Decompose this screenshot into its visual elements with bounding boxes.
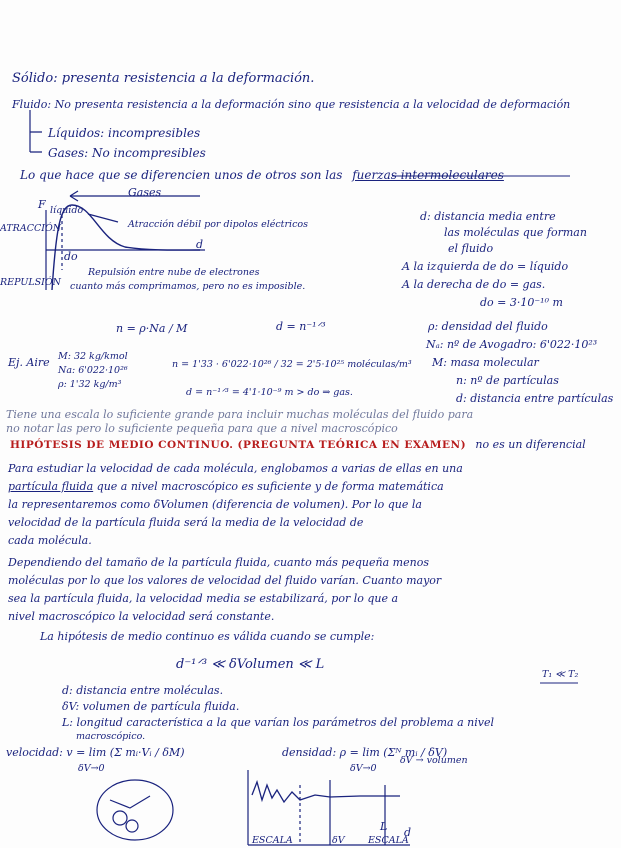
corner-note: T₁ ≪ T₂: [542, 669, 579, 680]
hipotesis-heading: [10, 438, 586, 452]
m-def: M: masa molecular: [432, 356, 539, 369]
na-def: Nₐ: nº de Avogadro: 6'022·10²³: [426, 338, 598, 351]
ej-label: Ej. Aire: [8, 356, 50, 369]
def-d1: d: distancia media entre: [420, 210, 556, 223]
gases-line: Gases: No incompresibles: [48, 146, 206, 160]
fuerzas-underlined: fuerzas intermoleculares: [352, 168, 504, 182]
plot-dv-label: δV: [332, 835, 345, 846]
graph-atraccion-label: ATRACCIÓN: [0, 223, 62, 234]
hipotesis-title: HIPÓTESIS DE MEDIO CONTINUO. (PREGUNTA TEÓRICA EN EXAMEN): [10, 439, 467, 451]
ej-rho: ρ: 1'32 kg/m³: [58, 379, 122, 390]
solido-line: Sólido: presenta resistencia a la deformación.: [12, 71, 315, 86]
cond-L: L: longitud característica a la que varían los parámetros del problema a nivel: [62, 716, 495, 729]
plot-L-label: L: [380, 820, 388, 833]
velocity-sub: δV→0: [78, 763, 105, 774]
cond-L2: macroscópico.: [76, 731, 146, 742]
graph-F-label: F: [38, 198, 46, 211]
plot-d-label: d: [404, 826, 412, 839]
left-do: A la izquierda de do = líquido: [402, 260, 569, 273]
p1-line-5: cada molécula.: [8, 534, 92, 547]
faint-line-1: Tiene una escala lo suficiente grande para incluir muchas moléculas del fluido para: [6, 408, 474, 421]
graph-liquido-label: líquido: [50, 205, 84, 216]
graph-gases-label: Gases: [128, 186, 162, 199]
p1-line-1: Para estudiar la velocidad de cada molécula, englobamos a varias de ellas en una: [8, 462, 463, 475]
p1-line-4: velocidad de la partícula fluida será la media de la velocidad de: [8, 516, 364, 529]
velocity-curve: [252, 782, 400, 802]
right-do: A la derecha de do = gas.: [402, 278, 546, 291]
formula-d: d = n⁻¹ᐟ³: [276, 320, 326, 333]
density-formula: densidad: ρ = lim (Σᴺ mᵢ / δV): [282, 746, 448, 759]
plot-escala-1: ESCALA: [252, 835, 293, 846]
ej-m: M: 32 kg/kmol: [58, 351, 128, 362]
velocity-formula: velocidad: v = lim (Σ mᵢ·Vᵢ / δM): [6, 746, 185, 759]
n-def: n: nº de partículas: [456, 374, 559, 387]
p1-line-3: la representaremos como δVolumen (diferencia de volumen). Por lo que la: [8, 498, 422, 511]
p1-line-2-rest: que a nivel macroscópico es suficiente y de forma matemática: [96, 480, 444, 493]
dist-def: d: distancia entre partículas: [456, 392, 614, 405]
graph-do-label: do: [64, 250, 78, 263]
density-sub: δV→0: [350, 763, 377, 774]
ej-n: n = 1'33 · 6'022·10²⁶ / 32 = 2'5·10²⁵ moléculas/m³: [172, 359, 412, 370]
ej-d: d = n⁻¹ᐟ³ = 4'1·10⁻⁹ m > do ⇒ gas.: [186, 387, 353, 398]
graph-repulsion-label: REPULSIÓN: [0, 277, 61, 288]
molecule-icon-2: [126, 820, 138, 832]
plot-escala-2: ESCALA: [368, 835, 409, 846]
p1-line-2: [8, 480, 444, 494]
cond-d: d: distancia entre moléculas.: [62, 684, 224, 697]
velocity-arrows-icon: [110, 796, 150, 808]
cond-dv: δV: volumen de partícula fluida.: [62, 700, 240, 713]
p2-line-2: moléculas por lo que los valores de velocidad del fluido varían. Cuanto mayor: [8, 574, 442, 587]
p3-line: La hipótesis de medio continuo es válida cuando se cumple:: [40, 630, 375, 643]
fuerzas-intro-text: Lo que hace que se diferencien unos de otros son las: [20, 168, 343, 182]
repulsion-note1: Repulsión entre nube de electrones: [88, 267, 260, 278]
condition-formula: d⁻¹ᐟ³ ≪ δVolumen ≪ L: [176, 657, 325, 672]
molecule-icon-1: [113, 811, 127, 825]
do-value: do = 3·10⁻¹⁰ m: [480, 296, 563, 309]
rho-def: ρ: densidad del fluido: [428, 320, 548, 333]
graph-d-label: d: [196, 238, 204, 251]
density-note: δV → volumen: [400, 755, 468, 766]
fuerzas-intro: [20, 168, 504, 182]
faint-line-2: no notar las pero lo suficiente pequeña para que a nivel macroscópico: [6, 422, 398, 435]
atraccion-note: Atracción débil por dipolos eléctricos: [128, 219, 308, 230]
hipotesis-tail: no es un diferencial: [475, 438, 586, 451]
particula-fluida-term: partícula fluida: [8, 480, 94, 493]
ej-na: Na: 6'022·10²⁶: [58, 365, 128, 376]
p2-line-4: nivel macroscópico la velocidad será constante.: [8, 610, 275, 623]
fluido-line: Fluido: No presenta resistencia a la deformación sino que resistencia a la velocidad de deformación: [12, 98, 571, 111]
formula-n: n = ρ·Na / M: [116, 322, 188, 335]
repulsion-note2: cuanto más comprimamos, pero no es imposible.: [70, 281, 306, 292]
p2-line-1: Dependiendo del tamaño de la partícula fluida, cuanto más pequeña menos: [8, 556, 429, 569]
def-d2: las moléculas que forman: [444, 226, 587, 239]
p2-line-3: sea la partícula fluida, la velocidad media se estabilizará, por lo que a: [8, 592, 399, 605]
liquidos-line: Líquidos: incompresibles: [48, 126, 201, 140]
bracket-icon: [30, 110, 42, 152]
def-d3: el fluido: [448, 242, 494, 255]
particle-sketch: [97, 780, 173, 840]
